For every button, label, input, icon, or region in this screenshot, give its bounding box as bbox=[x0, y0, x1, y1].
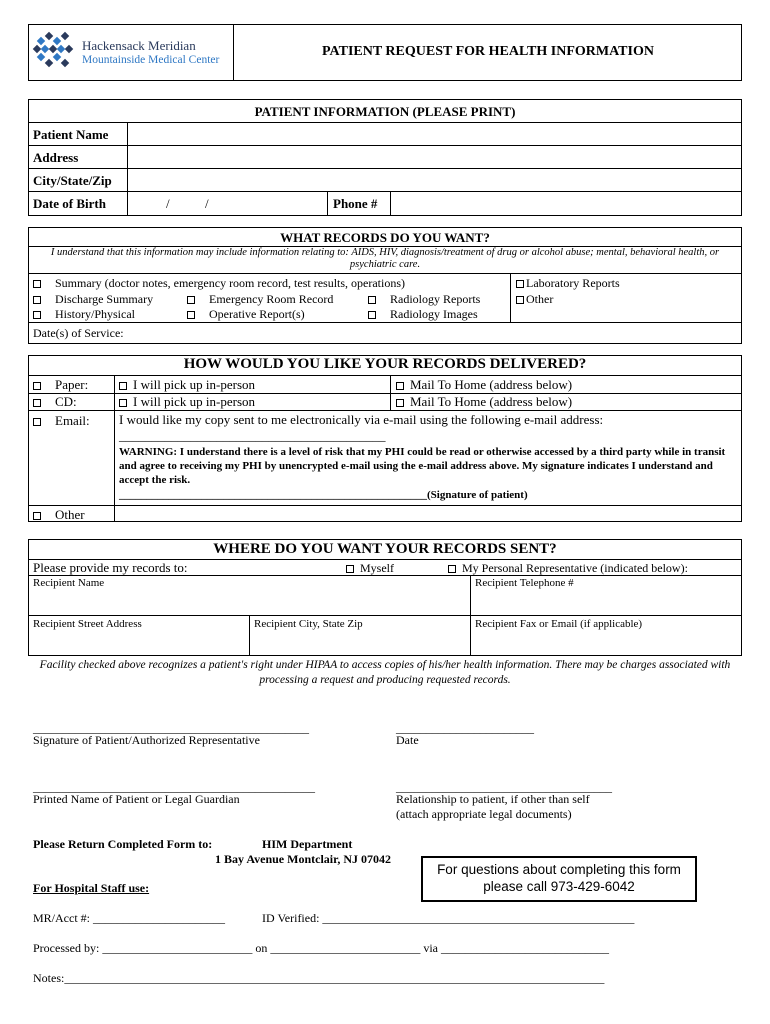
recipient-fax-field[interactable]: Recipient Fax or Email (if applicable) bbox=[475, 618, 643, 630]
records-notice: I understand that this information may include information relating to: AIDS, HIV, diagnosis/treatment of drug or alcohol abuse; mental, behavioral health, or psychiatric care. bbox=[50, 247, 720, 270]
date-label: Date bbox=[396, 733, 419, 747]
dob-sep-1: / bbox=[166, 196, 170, 211]
signature-label: Signature of Patient/Authorized Representative bbox=[33, 733, 260, 747]
cd-pickup-checkbox[interactable] bbox=[119, 394, 255, 410]
other-delivery-checkbox[interactable] bbox=[33, 507, 85, 523]
history-label: History/Physical bbox=[55, 307, 135, 321]
city-state-zip-field[interactable] bbox=[131, 170, 739, 190]
email-instructions: I would like my copy sent to me electronically via e-mail using the following e-mail address: bbox=[119, 412, 604, 427]
checkbox-icon bbox=[368, 296, 376, 304]
logo-line-1: Hackensack Meridian bbox=[82, 38, 196, 53]
records-heading: WHAT RECORDS DO YOU WANT? bbox=[280, 230, 490, 245]
dob-sep-2: / bbox=[205, 196, 209, 211]
myself-checkbox[interactable] bbox=[346, 561, 394, 576]
lab-label: Laboratory Reports bbox=[526, 276, 620, 290]
radiology-images-checkbox[interactable] bbox=[368, 307, 478, 322]
checkbox-icon bbox=[33, 399, 41, 407]
summary-label: Summary (doctor notes, emergency room record, test results, operations) bbox=[55, 276, 406, 290]
signature-line[interactable]: ______________________________________________ bbox=[33, 721, 309, 735]
cd-label: CD: bbox=[55, 394, 77, 409]
discharge-label: Discharge Summary bbox=[55, 292, 154, 306]
paper-pickup-checkbox[interactable] bbox=[119, 377, 255, 393]
discharge-checkbox[interactable] bbox=[33, 292, 153, 307]
operative-label: Operative Report(s) bbox=[209, 307, 305, 321]
printed-name-label: Printed Name of Patient or Legal Guardian bbox=[33, 792, 240, 806]
cd-checkbox[interactable] bbox=[33, 394, 77, 410]
form-title: PATIENT REQUEST FOR HEALTH INFORMATION bbox=[322, 44, 654, 59]
checkbox-icon bbox=[33, 382, 41, 390]
recipient-street-field[interactable]: Recipient Street Address bbox=[33, 618, 142, 630]
paper-mail-checkbox[interactable] bbox=[396, 377, 572, 393]
checkbox-icon bbox=[187, 296, 195, 304]
other-records-checkbox[interactable] bbox=[516, 292, 553, 307]
checkbox-icon bbox=[396, 382, 404, 390]
address-field[interactable] bbox=[131, 147, 739, 167]
patient-name-field[interactable] bbox=[131, 124, 739, 144]
questions-line-1: For questions about completing this form bbox=[437, 862, 681, 877]
other-delivery-label: Other bbox=[55, 507, 85, 522]
lab-checkbox[interactable] bbox=[516, 276, 620, 291]
sent-to-heading: WHERE DO YOU WANT YOUR RECORDS SENT? bbox=[213, 541, 557, 557]
email-address-field[interactable]: _________________________________________ bbox=[119, 428, 386, 443]
checkbox-icon bbox=[33, 311, 41, 319]
checkbox-icon bbox=[119, 399, 127, 407]
notes-field[interactable]: Notes:__________________________________________________________________________________________ bbox=[33, 971, 605, 985]
cd-mail-checkbox[interactable] bbox=[396, 394, 572, 410]
cd-mail-label: Mail To Home (address below) bbox=[410, 394, 573, 409]
paper-mail-label: Mail To Home (address below) bbox=[410, 377, 573, 392]
personal-rep-label: My Personal Representative (indicated below): bbox=[462, 561, 688, 575]
checkbox-icon bbox=[368, 311, 376, 319]
email-warning: WARNING: I understand there is a level of risk that my PHI could be read or otherwise accessed by a third party while in transit and agree to receiving my PHI by unencrypted e-mail using the e-mail address above. My signature indicates I understand and accept the risk. bbox=[119, 446, 726, 486]
operative-checkbox[interactable] bbox=[187, 307, 305, 322]
return-dept: HIM Department bbox=[262, 837, 353, 851]
staff-heading: For Hospital Staff use: bbox=[33, 881, 150, 895]
paper-checkbox[interactable] bbox=[33, 377, 88, 393]
checkbox-icon bbox=[448, 565, 456, 573]
checkbox-icon bbox=[33, 296, 41, 304]
patient-name-label: Patient Name bbox=[33, 127, 109, 142]
radiology-images-label: Radiology Images bbox=[390, 307, 478, 321]
return-label: Please Return Completed Form to: bbox=[33, 837, 213, 851]
provide-records-label: Please provide my records to: bbox=[33, 560, 188, 575]
relationship-line[interactable]: ____________________________________ bbox=[396, 780, 612, 794]
other-records-label: Other bbox=[526, 292, 554, 306]
recipient-city-field[interactable]: Recipient City, State Zip bbox=[254, 618, 363, 630]
checkbox-icon bbox=[346, 565, 354, 573]
recipient-name-field[interactable]: Recipient Name bbox=[33, 577, 105, 589]
dob-label: Date of Birth bbox=[33, 196, 106, 211]
hospital-logo bbox=[34, 32, 229, 76]
summary-checkbox[interactable] bbox=[33, 276, 405, 291]
checkbox-icon bbox=[396, 399, 404, 407]
radiology-reports-label: Radiology Reports bbox=[390, 292, 481, 306]
logo-line-2: Mountainside Medical Center bbox=[82, 54, 220, 66]
checkbox-icon bbox=[33, 512, 41, 520]
patient-info-heading: PATIENT INFORMATION (PLEASE PRINT) bbox=[254, 104, 516, 119]
address-label: Address bbox=[33, 150, 79, 165]
processed-by-field[interactable]: Processed by: _________________________ on _________________________ via ____________________________ bbox=[33, 941, 609, 955]
paper-pickup-label: I will pick up in-person bbox=[133, 377, 256, 392]
delivery-heading: HOW WOULD YOU LIKE YOUR RECORDS DELIVERED? bbox=[183, 356, 587, 372]
email-checkbox[interactable] bbox=[33, 413, 90, 429]
er-label: Emergency Room Record bbox=[209, 292, 334, 306]
relationship-note: (attach appropriate legal documents) bbox=[396, 807, 572, 821]
personal-rep-checkbox[interactable] bbox=[448, 561, 688, 576]
recipient-phone-field[interactable]: Recipient Telephone # bbox=[475, 577, 574, 589]
relationship-label: Relationship to patient, if other than self bbox=[396, 792, 590, 806]
dob-field[interactable] bbox=[130, 193, 326, 214]
checkbox-icon bbox=[187, 311, 195, 319]
cd-pickup-label: I will pick up in-person bbox=[133, 394, 256, 409]
history-checkbox[interactable] bbox=[33, 307, 135, 322]
email-label: Email: bbox=[55, 413, 90, 428]
questions-phone: please call 973-429-6042 bbox=[483, 879, 635, 894]
date-line[interactable]: _______________________ bbox=[396, 721, 534, 735]
checkbox-icon bbox=[119, 382, 127, 390]
paper-label: Paper: bbox=[55, 377, 89, 392]
myself-label: Myself bbox=[360, 561, 394, 575]
checkbox-icon bbox=[33, 280, 41, 288]
city-state-zip-label: City/State/Zip bbox=[33, 173, 112, 188]
er-checkbox[interactable] bbox=[187, 292, 333, 307]
radiology-reports-checkbox[interactable] bbox=[368, 292, 480, 307]
checkbox-icon bbox=[516, 280, 524, 288]
id-verified-field[interactable]: ID Verified: ____________________________________________________ bbox=[262, 911, 635, 925]
dates-of-service[interactable]: Date(s) of Service: bbox=[33, 326, 124, 340]
phone-label: Phone # bbox=[333, 196, 378, 211]
checkbox-icon bbox=[33, 418, 41, 426]
checkbox-icon bbox=[516, 296, 524, 304]
printed-name-line[interactable]: _______________________________________________ bbox=[33, 780, 315, 794]
phone-field[interactable] bbox=[393, 193, 739, 214]
return-address: 1 Bay Avenue Montclair, NJ 07042 bbox=[215, 852, 391, 866]
hipaa-note: Facility checked above recognizes a patient's right under HIPAA to access copies of his/her health information. There may be charges associated with processing a request and producing requested records. bbox=[39, 659, 731, 686]
mr-acct-field[interactable]: MR/Acct #: ______________________ bbox=[33, 911, 225, 925]
patient-signature-line[interactable]: ________________________________________________________(Signature of patient) bbox=[119, 489, 528, 501]
